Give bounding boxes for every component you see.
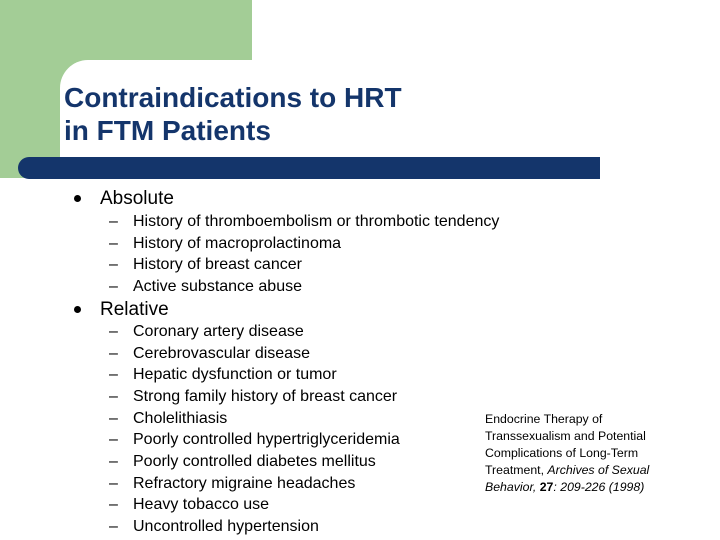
title-divider-bar [18, 157, 600, 179]
list-item: Cholelithiasis [133, 410, 228, 427]
title-line-2: in FTM Patients [64, 115, 271, 146]
reference-journal-cont: Behavior, [485, 480, 537, 494]
dash-icon: – [109, 213, 118, 230]
reference-line-4 [485, 462, 711, 479]
list-item: Strong family history of breast cancer [133, 388, 398, 405]
dash-icon: – [109, 475, 118, 492]
dash-icon: – [109, 453, 118, 470]
dash-icon: – [109, 345, 118, 362]
bullet-icon [74, 195, 81, 202]
reference-pages: : 209-226 (1998) [553, 480, 645, 494]
reference-volume: 27 [539, 480, 554, 494]
title-line-1: Contraindications to HRT [64, 82, 402, 113]
list-item: Uncontrolled hypertension [133, 518, 319, 535]
list-item: Cerebrovascular disease [133, 345, 310, 362]
reference-journal: Archives of Sexual [547, 463, 650, 477]
reference-line-3: Complications of Long-Term [485, 446, 639, 460]
list-item: Hepatic dysfunction or tumor [133, 366, 337, 383]
reference-line-1: Endocrine Therapy of [485, 412, 603, 426]
list-item: Poorly controlled hypertriglyceridemia [133, 431, 400, 448]
dash-icon: – [109, 496, 118, 513]
bullet-icon [74, 306, 81, 313]
dash-icon: – [109, 235, 118, 252]
dash-icon: – [109, 278, 118, 295]
reference-text: Treatment, [485, 463, 548, 477]
dash-icon: – [109, 366, 118, 383]
dash-icon: – [109, 256, 118, 273]
dash-icon: – [109, 410, 118, 427]
list-item: Poorly controlled diabetes mellitus [133, 453, 376, 470]
list-item: History of breast cancer [133, 256, 302, 273]
dash-icon: – [109, 323, 118, 340]
dash-icon: – [109, 431, 118, 448]
reference-citation [485, 411, 711, 496]
list-item: History of thromboembolism or thrombotic tendency [133, 213, 500, 230]
list-item: Heavy tobacco use [133, 496, 270, 513]
slide-title [64, 81, 402, 147]
section-absolute-label: Absolute [100, 188, 174, 209]
dash-icon: – [109, 388, 118, 405]
reference-line-2: Transsexualism and Potential [485, 429, 646, 443]
dash-icon: – [109, 518, 118, 535]
section-relative-label: Relative [100, 299, 169, 320]
reference-line-5 [485, 479, 711, 496]
list-item: History of macroprolactinoma [133, 235, 342, 252]
list-item: Refractory migraine headaches [133, 475, 356, 492]
list-item: Active substance abuse [133, 278, 302, 295]
list-item: Coronary artery disease [133, 323, 304, 340]
